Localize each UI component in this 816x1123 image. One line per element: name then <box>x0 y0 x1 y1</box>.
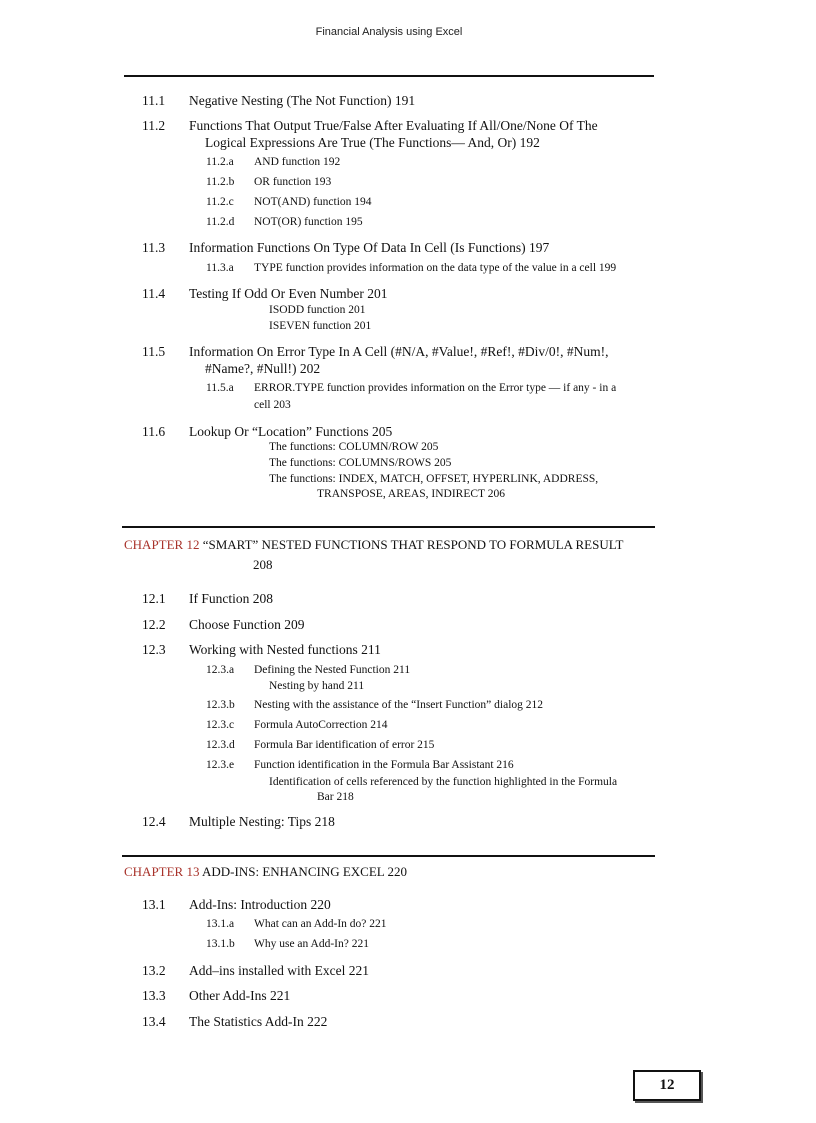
toc-subnumber: 12.3.d <box>206 739 235 751</box>
toc-number: 13.4 <box>142 1014 166 1029</box>
toc-number: 11.3 <box>142 240 166 255</box>
toc-subnumber: 12.3.e <box>206 759 235 771</box>
toc-number: 12.1 <box>142 591 166 606</box>
toc-number: 11.4 <box>142 286 166 301</box>
toc-number: 13.1 <box>142 897 166 912</box>
toc-subnumber: 11.2.a <box>206 156 234 168</box>
toc-entry: Information On Error Type In A Cell (#N/A, #Value!, #Ref!, #Div/0!, #Num!, <box>189 344 609 359</box>
toc-subnumber: 11.2.b <box>206 176 235 188</box>
toc-number: 13.3 <box>142 988 166 1003</box>
chapter-label: CHAPTER 12 <box>124 537 200 552</box>
toc-subentry: TYPE function provides information on the data type of the value in a cell 199 <box>254 262 617 274</box>
toc-subentry: OR function 193 <box>254 176 332 188</box>
toc-entry: Add–ins installed with Excel 221 <box>189 963 369 978</box>
chapter-title: ADD-INS: ENHANCING EXCEL 220 <box>199 864 407 879</box>
toc-subsubentry: Nesting by hand 211 <box>269 680 365 692</box>
chapter-heading <box>124 864 407 880</box>
toc-number: 11.6 <box>142 424 166 439</box>
toc-number: 11.2 <box>142 118 166 133</box>
toc-subnumber: 13.1.b <box>206 938 235 950</box>
toc-entry: Add-Ins: Introduction 220 <box>189 897 331 912</box>
toc-subnumber: 11.3.a <box>206 262 234 274</box>
toc-number: 12.3 <box>142 642 166 657</box>
chapter-heading <box>124 537 623 553</box>
toc-entry: Testing If Odd Or Even Number 201 <box>189 286 388 301</box>
toc-entry: Information Functions On Type Of Data In Cell (Is Functions) 197 <box>189 240 550 255</box>
toc-entry: If Function 208 <box>189 591 273 606</box>
toc-entry: Negative Nesting (The Not Function) 191 <box>189 93 416 108</box>
toc-subentry: AND function 192 <box>254 156 341 168</box>
toc-subentry: Formula Bar identification of error 215 <box>254 739 435 751</box>
toc-subnumber: 12.3.b <box>206 699 235 711</box>
chapter-label: CHAPTER 13 <box>124 864 200 879</box>
chapter-divider <box>122 855 655 857</box>
toc-subsubentry: Identification of cells referenced by the function highlighted in the Formula <box>269 776 618 788</box>
toc-subsubentry: ISEVEN function 201 <box>269 320 372 332</box>
toc-subentry: Formula AutoCorrection 214 <box>254 719 388 731</box>
toc-entry: Other Add-Ins 221 <box>189 988 291 1003</box>
toc-subsubentry: The functions: COLUMN/ROW 205 <box>269 441 439 453</box>
toc-subsubentry: The functions: INDEX, MATCH, OFFSET, HYPERLINK, ADDRESS, <box>269 473 599 485</box>
toc-subentry: ERROR.TYPE function provides information on the Error type — if any - in a <box>254 382 617 394</box>
toc-subnumber: 12.3.a <box>206 664 235 676</box>
toc-entry: Choose Function 209 <box>189 617 305 632</box>
toc-entry-cont: #Name?, #Null!) 202 <box>205 361 321 376</box>
toc-subnumber: 11.5.a <box>206 382 234 394</box>
toc-subsubentry: The functions: COLUMNS/ROWS 205 <box>269 457 452 469</box>
toc-entry-cont: Logical Expressions Are True (The Functions— And, Or) 192 <box>205 135 540 150</box>
toc-number: 12.2 <box>142 617 166 632</box>
toc-subnumber: 11.2.d <box>206 216 235 228</box>
toc-subnumber: 12.3.c <box>206 719 235 731</box>
toc-number: 12.4 <box>142 814 166 829</box>
toc-subsubentry-cont: TRANSPOSE, AREAS, INDIRECT 206 <box>317 488 505 500</box>
toc-subnumber: 11.2.c <box>206 196 234 208</box>
toc-number: 11.5 <box>142 344 166 359</box>
toc-subentry: Nesting with the assistance of the “Insert Function” dialog 212 <box>254 699 544 711</box>
chapter-page: 208 <box>253 557 273 572</box>
toc-subentry: Why use an Add-In? 221 <box>254 938 369 950</box>
header-rule <box>124 75 654 77</box>
toc-entry: Working with Nested functions 211 <box>189 642 381 657</box>
chapter-divider <box>122 526 655 528</box>
toc-entry: The Statistics Add-In 222 <box>189 1014 328 1029</box>
toc-entry: Multiple Nesting: Tips 218 <box>189 814 335 829</box>
toc-subentry: What can an Add-In do? 221 <box>254 918 387 930</box>
toc-subentry: Function identification in the Formula Bar Assistant 216 <box>254 759 514 771</box>
toc-subnumber: 13.1.a <box>206 918 235 930</box>
toc-subsubentry: ISODD function 201 <box>269 304 366 316</box>
toc-number: 11.1 <box>142 93 166 108</box>
toc-entry: Lookup Or “Location” Functions 205 <box>189 424 393 439</box>
toc-subentry: Defining the Nested Function 211 <box>254 664 411 676</box>
toc-subentry: NOT(OR) function 195 <box>254 216 363 228</box>
toc-subsubentry-cont: Bar 218 <box>317 791 354 803</box>
toc-entry: Functions That Output True/False After Evaluating If All/One/None Of The <box>189 118 598 133</box>
running-header: Financial Analysis using Excel <box>315 26 463 38</box>
toc-subentry-cont: cell 203 <box>254 399 291 411</box>
chapter-title: “SMART” NESTED FUNCTIONS THAT RESPOND TO FORMULA RESULT <box>199 537 624 552</box>
toc-number: 13.2 <box>142 963 166 978</box>
page-number: 12 <box>633 1070 701 1101</box>
toc-subentry: NOT(AND) function 194 <box>254 196 372 208</box>
